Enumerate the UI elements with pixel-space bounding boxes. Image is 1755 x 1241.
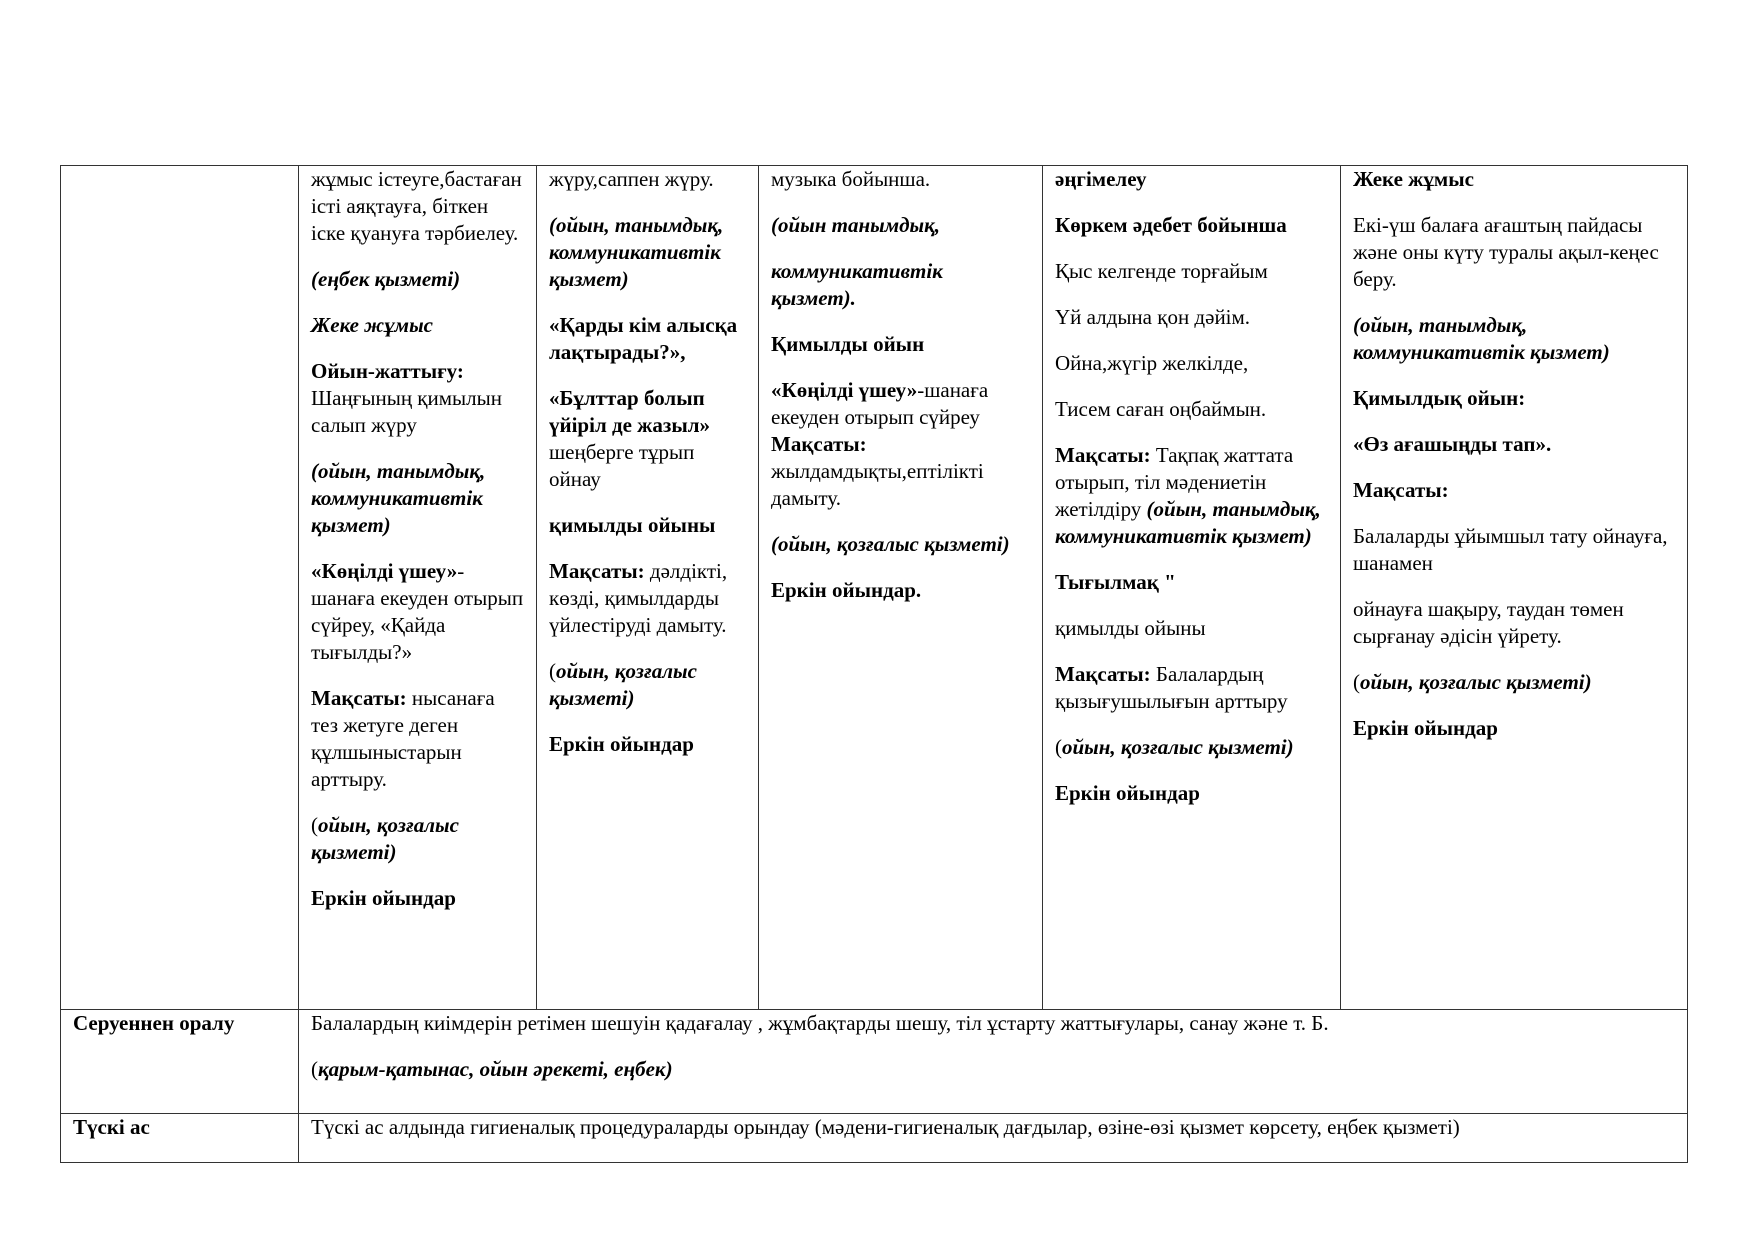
col2-text: жүру,саппен жүру. bbox=[549, 167, 714, 191]
col5-goal-text-1: Балаларды ұйымшыл тату ойнауға, шанамен bbox=[1353, 524, 1668, 575]
col4-poem-line-1: Қыс келгенде торғайым bbox=[1055, 259, 1268, 283]
col4-text: әңгімелеу bbox=[1055, 167, 1147, 191]
col4-activity-note: (ойын, қозғалыс қызметі) bbox=[1055, 735, 1294, 759]
col3-activity-note-b: коммуникативтік қызмет). bbox=[771, 259, 943, 310]
col2-goal: Мақсаты: дәлдікті, көзді, қимылдарды үйлестіруді дамыту. bbox=[549, 559, 728, 637]
col5-game-name: «Өз ағашыңды тап». bbox=[1353, 432, 1552, 456]
walk-col2-cell bbox=[537, 166, 759, 1010]
return-label: Серуеннен оралу bbox=[61, 1010, 299, 1114]
lunch-label: Түскі ас bbox=[61, 1114, 299, 1163]
col2-activity-note: (ойын, танымдық, коммуникативтік қызмет) bbox=[549, 213, 724, 291]
walk-row bbox=[61, 166, 1688, 1010]
col4-game-type: қимылды ойыны bbox=[1055, 616, 1206, 640]
col4-goal: Мақсаты: Тақпақ жаттата отырып, тіл мәдениетін жетілдіру (ойын, танымдық, коммуникативтік қызмет) bbox=[1055, 443, 1321, 548]
col2-free-games: Еркін ойындар bbox=[549, 732, 694, 756]
walk-col5-cell bbox=[1341, 166, 1688, 1010]
col5-goal-label: Мақсаты: bbox=[1353, 478, 1449, 502]
col4-poem-line-2: Үй алдына қон дәйім. bbox=[1055, 305, 1251, 329]
lunch-content-cell bbox=[299, 1114, 1688, 1163]
col2-game-name: «Қарды кім алысқа лақтырады?», bbox=[549, 313, 738, 364]
col5-activity-note: (ойын, танымдық, коммуникативтік қызмет) bbox=[1353, 313, 1610, 364]
col3-activity-note-2: (ойын, қозғалыс қызметі) bbox=[771, 532, 1010, 556]
col3-activity-note-a: (ойын танымдық, bbox=[771, 213, 940, 237]
col1-activity-note-3: (ойын, қозғалыс қызметі) bbox=[311, 813, 459, 864]
col4-free-games: Еркін ойындар bbox=[1055, 781, 1200, 805]
col1-activity-note-2: (ойын, танымдық, коммуникативтік қызмет) bbox=[311, 459, 486, 537]
col1-activity-note: (еңбек қызметі) bbox=[311, 267, 461, 291]
col5-individual-work: Жеке жұмыс bbox=[1353, 167, 1474, 191]
col5-free-games: Еркін ойындар bbox=[1353, 716, 1498, 740]
col4-game-name: Тығылмақ " bbox=[1055, 570, 1176, 594]
return-row bbox=[61, 1010, 1688, 1114]
col4-literature: Көркем әдебет бойынша bbox=[1055, 213, 1287, 237]
col4-goal-2: Мақсаты: Балалардың қызығушылығын арттыру bbox=[1055, 662, 1288, 713]
col5-goal-text-2: ойнауға шақыру, таудан төмен сырғанау әдісін үйрету. bbox=[1353, 597, 1624, 648]
col3-game-type: Қимылды ойын bbox=[771, 332, 925, 356]
daily-plan-table bbox=[60, 165, 1688, 1163]
col5-activity-note-2: (ойын, қозғалыс қызметі) bbox=[1353, 670, 1592, 694]
col3-game-desc: «Көңілді үшеу»-шанаға екеуден отырып сүйреу Мақсаты: жылдамдықты,ептілікті дамыту. bbox=[771, 378, 989, 510]
col1-goal: Мақсаты: нысанаға тез жетуге деген құлшыныстарын арттыру. bbox=[311, 686, 495, 791]
col4-poem-line-3: Ойна,жүгір желкілде, bbox=[1055, 351, 1249, 375]
col2-game-name-2: «Бұлттар болып үйіріл де жазыл» шеңберге тұрып ойнау bbox=[549, 386, 711, 491]
col3-free-games: Еркін ойындар. bbox=[771, 578, 922, 602]
col2-activity-note-2: (ойын, қозғалыс қызметі) bbox=[549, 659, 697, 710]
return-text: Балалардың киімдерін ретімен шешуін қадағалау , жұмбақтарды шешу, тіл ұстарту жаттығулары, санау және т. Б. bbox=[311, 1011, 1329, 1035]
lunch-row bbox=[61, 1114, 1688, 1163]
col1-goal-text: жұмыс істеуге,бастаған істі аяқтауға, біткен іске қуануға тәрбиелеу. bbox=[311, 167, 522, 245]
lunch-text: Түскі ас алдында гигиеналық процедураларды орындау (мәдени-гигиеналық дағдылар, өзіне-өзі қызмет көрсету, еңбек қызметі) bbox=[311, 1115, 1460, 1139]
col2-game-type: қимылды ойыны bbox=[549, 513, 716, 537]
walk-col1-cell bbox=[299, 166, 537, 1010]
walk-label-cell bbox=[61, 166, 299, 1010]
col1-game-name: «Көңілді үшеу»-шанаға екеуден отырып сүйреу, «Қайда тығылды?» bbox=[311, 559, 524, 664]
col1-individual-work: Жеке жұмыс bbox=[311, 313, 433, 337]
col4-poem-line-4: Тисем саған оңбаймын. bbox=[1055, 397, 1267, 421]
return-note: (қарым-қатынас, ойын әрекеті, еңбек) bbox=[311, 1057, 673, 1081]
walk-col4-cell bbox=[1043, 166, 1341, 1010]
col5-game-type: Қимылдық ойын: bbox=[1353, 386, 1526, 410]
col1-free-games: Еркін ойындар bbox=[311, 886, 456, 910]
col3-text: музыка бойынша. bbox=[771, 167, 931, 191]
return-content-cell bbox=[299, 1010, 1688, 1114]
col1-game-exercise: Ойын-жаттығу: Шаңғының қимылын салып жүру bbox=[311, 359, 502, 437]
col5-text: Екі-үш балаға ағаштың пайдасы және оны күту туралы ақыл-кеңес беру. bbox=[1353, 213, 1659, 291]
walk-col3-cell bbox=[759, 166, 1043, 1010]
